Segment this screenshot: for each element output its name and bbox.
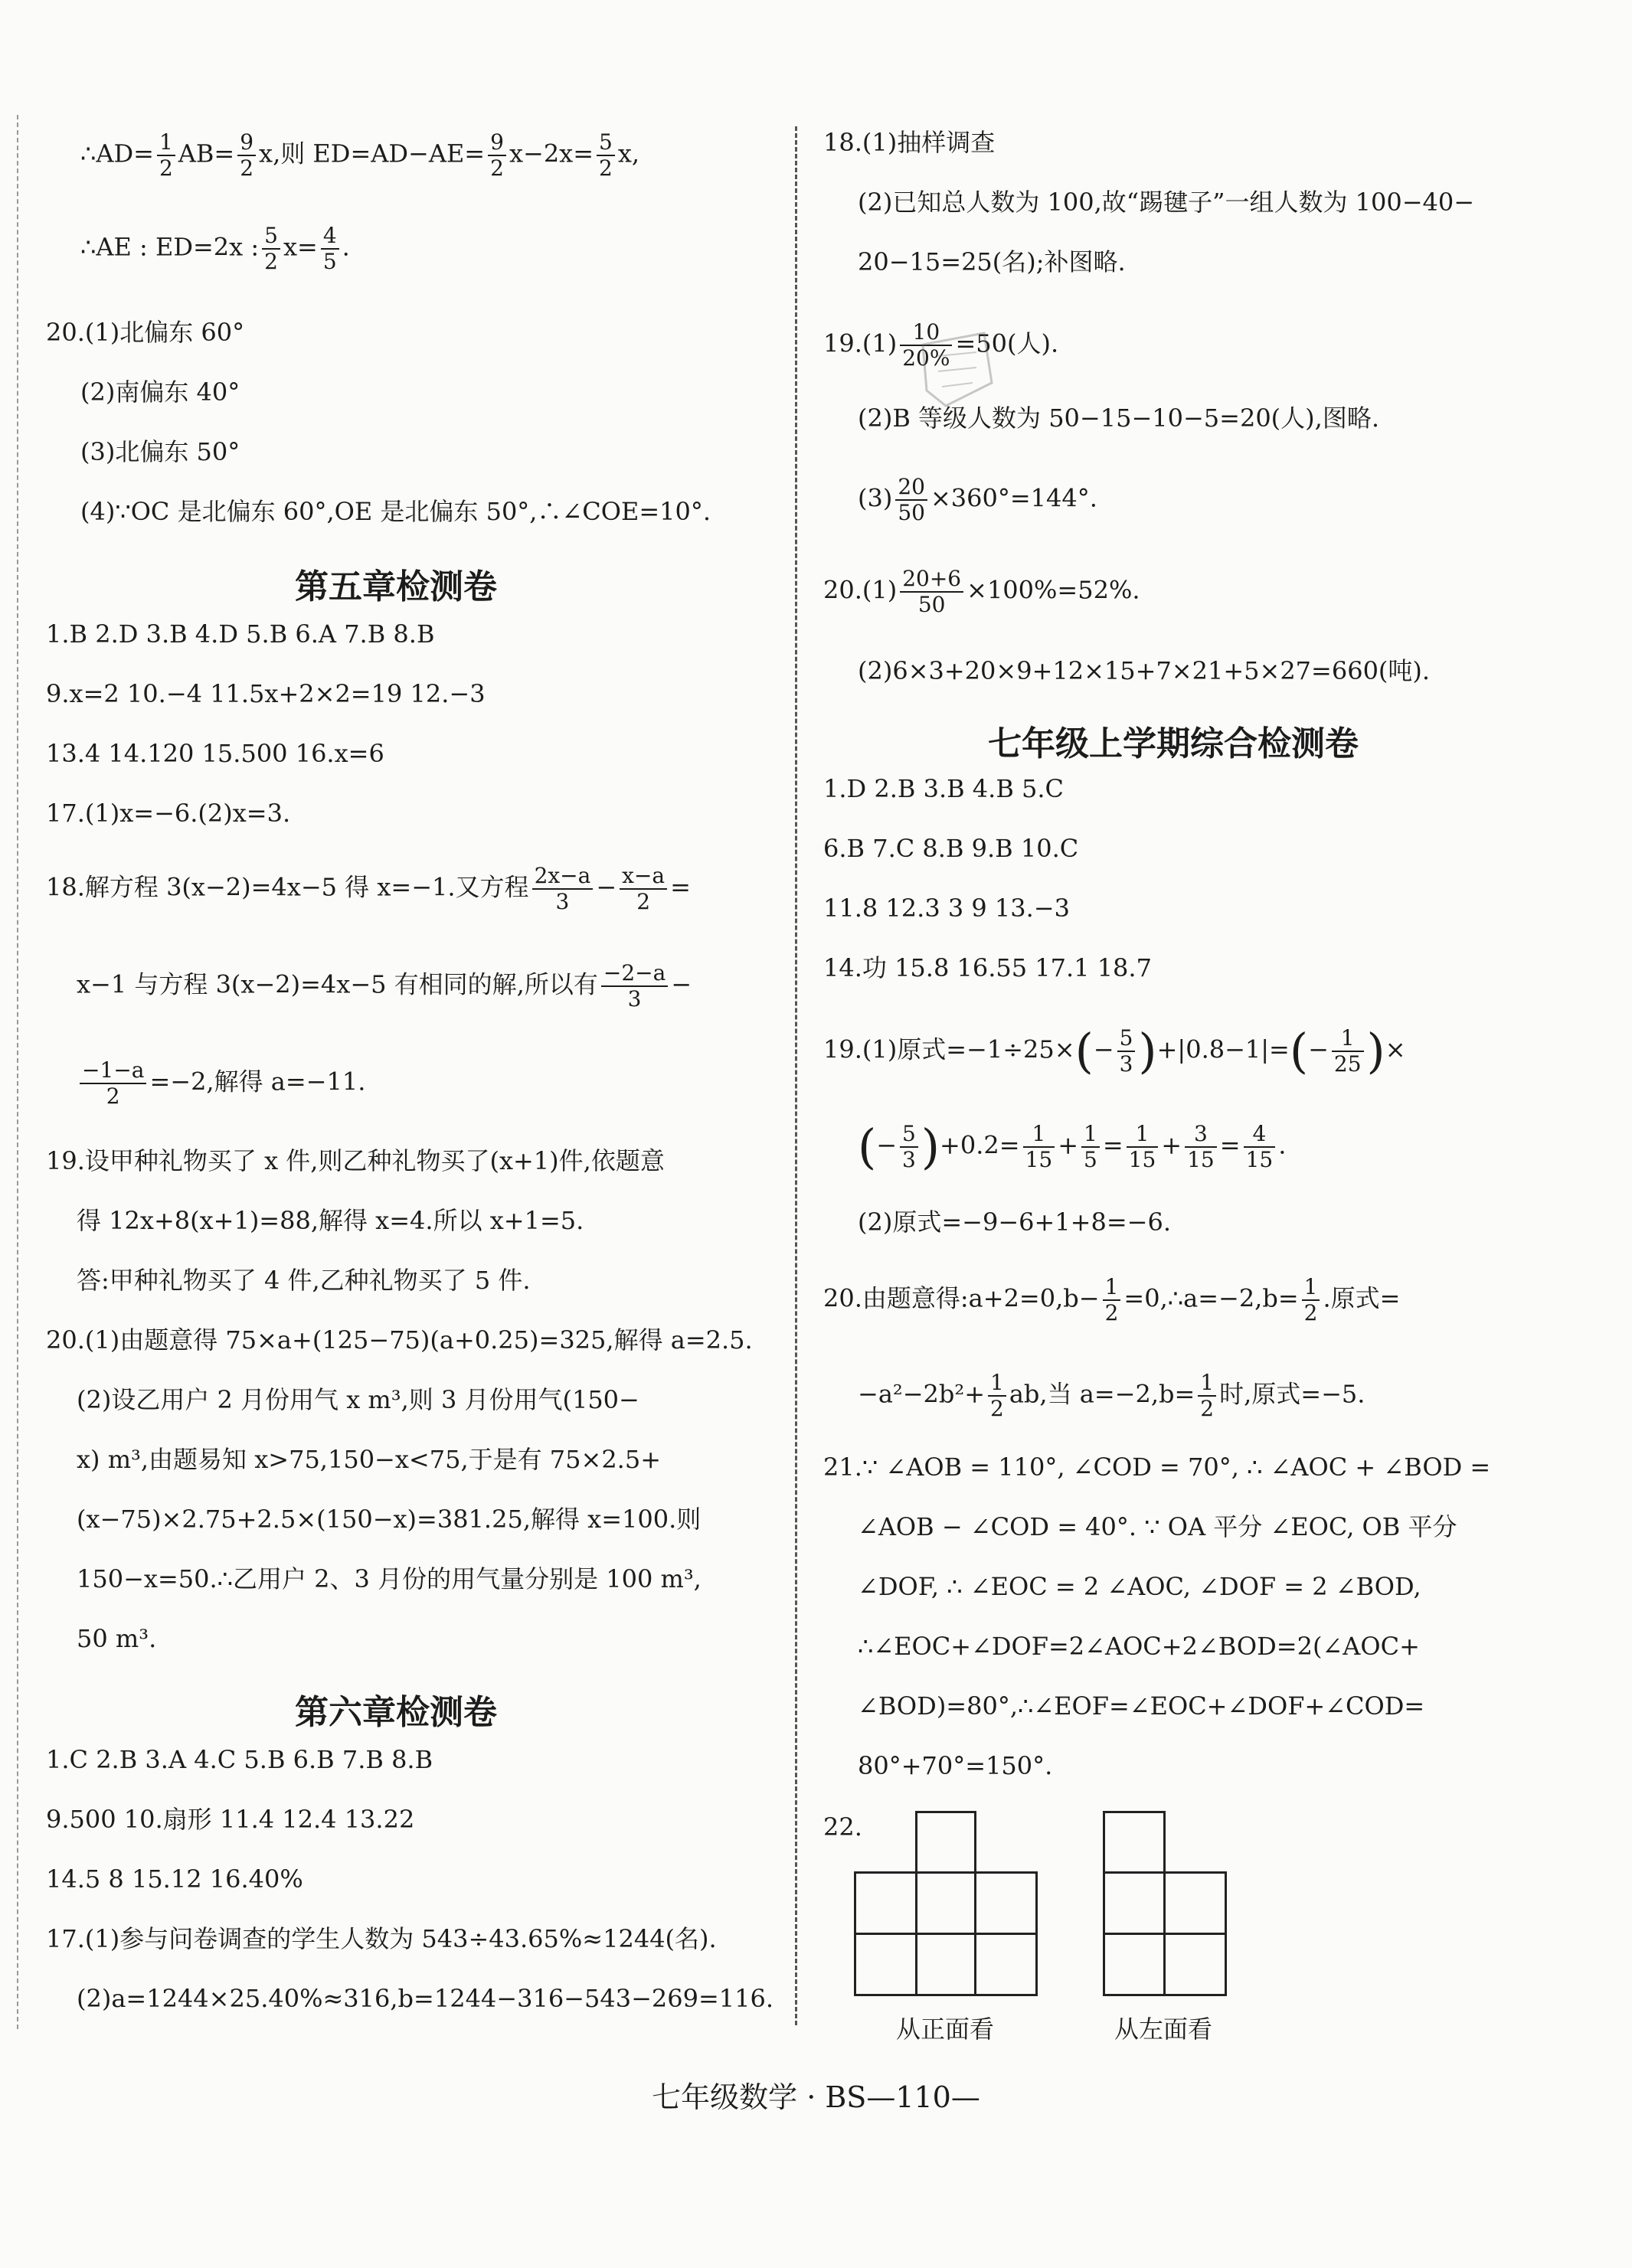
fraction: $\frac{10}{20\%}$ — [900, 320, 952, 371]
q20-part4: (4)∵OC 是北偏东 60°,OE 是北偏东 50°,∴∠COE=10°. — [80, 497, 711, 526]
left-cell — [1163, 1933, 1227, 1996]
final-q19-line2: (− $\frac{5}{3}$ )+0.2= $\frac{1}{15}$ + $\frac{1}{5}$ = $\frac{1}{15}$ + $\frac{3}{15}$ = $\frac{4}{15}$ . — [858, 1119, 1287, 1175]
fraction: $\frac{9}{2}$ — [488, 130, 506, 181]
left-binding-line — [17, 115, 18, 2029]
ch5-q20-line3: x) m³,由题易知 x>75,150−x<75,于是有 75×2.5+ — [77, 1445, 662, 1474]
ch6-answers-3: 14.5 8 15.12 16.40% — [46, 1864, 303, 1894]
ch6-q17-line1: 17.(1)参与问卷调查的学生人数为 543÷43.65%≈1244(名). — [46, 1924, 717, 1953]
front-cell — [915, 1933, 976, 1996]
ch6-answers-2: 9.500 10.扇形 11.4 12.4 13.22 — [46, 1805, 415, 1834]
final-q20-line2: −a²−2b²+ $\frac{1}{2}$ ab,当 a=−2,b= $\frac{1}{2}$ 时,原式=−5. — [858, 1370, 1365, 1422]
final-q22-label: 22. — [823, 1812, 862, 1842]
fraction: $\frac{5}{3}$ — [900, 1122, 918, 1172]
final-answers-4: 14.功 15.8 16.55 17.1 18.7 — [823, 953, 1152, 982]
left-cell — [1103, 1933, 1166, 1996]
final-q19-line1: 19.(1)原式=−1÷25×(− $\frac{5}{3}$ )+|0.8−1|=(− $\frac{1}{25}$ )× — [823, 1023, 1406, 1080]
ch5-q18-line2: x−1 与方程 3(x−2)=4x−5 有相同的解,所以有 $\frac{-2-a}{3}$ − — [77, 960, 692, 1012]
ch5-q18-line1: 18.解方程 3(x−2)=4x−5 得 x=−1.又方程 $\frac{2x-a}{3}$ − $\frac{x-a}{2}$ = — [46, 863, 691, 915]
final-q21-line1: 21.∵ ∠AOB = 110°, ∠COD = 70°, ∴ ∠AOC + ∠BOD = — [823, 1453, 1491, 1482]
ch5-q20-line4: (x−75)×2.75+2.5×(150−x)=381.25,解得 x=100.则 — [77, 1505, 702, 1534]
left-cell — [1103, 1811, 1166, 1874]
fraction: $\frac{20+6}{50}$ — [900, 567, 963, 617]
final-q21-line2: ∠AOB − ∠COD = 40°. ∵ OA 平分 ∠EOC, OB 平分 — [858, 1512, 1457, 1541]
ch5-q19-line2: 得 12x+8(x+1)=88,解得 x=4.所以 x+1=5. — [77, 1206, 584, 1235]
fraction: $\frac{1}{2}$ — [157, 130, 175, 181]
left-line-1: ∴AD= $\frac{1}{2}$ AB= $\frac{9}{2}$ x,则 ED=AD−AE= $\frac{9}{2}$ x−2x= $\frac{5}{2}$ x, — [80, 129, 640, 181]
ch5-answers-2: 9.x=2 10.−4 11.5x+2×2=19 12.−3 — [46, 679, 486, 708]
r-q20-line1: 20.(1) $\frac{20+6}{50}$ ×100%=52%. — [823, 566, 1140, 618]
ch5-q20-line2: (2)设乙用户 2 月份用气 x m³,则 3 月份用气(150− — [77, 1385, 639, 1414]
fraction: $\frac{2x-a}{3}$ — [532, 864, 594, 914]
fraction: $\frac{5}{2}$ — [597, 130, 615, 181]
fraction: $\frac{9}{2}$ — [237, 130, 256, 181]
r-q19-line3: (3) $\frac{20}{50}$ ×360°=144°. — [858, 474, 1097, 526]
front-cell — [854, 1871, 917, 1935]
final-answers-3: 11.8 12.3 3 9 13.−3 — [823, 894, 1070, 923]
ch5-q20-line5: 150−x=50.∴乙用户 2、3 月份的用气量分别是 100 m³, — [77, 1564, 702, 1593]
ch5-answers-4: 17.(1)x=−6.(2)x=3. — [46, 799, 291, 828]
chapter5-title: 第五章检测卷 — [295, 567, 497, 606]
fraction: $\frac{1}{5}$ — [1081, 1122, 1100, 1172]
front-cell — [974, 1933, 1038, 1996]
left-cell — [1103, 1871, 1166, 1935]
q20-part3: (3)北偏东 50° — [80, 437, 240, 466]
final-q21-line4: ∴∠EOC+∠DOF=2∠AOC+2∠BOD=2(∠AOC+ — [858, 1632, 1420, 1661]
final-q21-line5: ∠BOD)=80°,∴∠EOF=∠EOC+∠DOF+∠COD= — [858, 1691, 1425, 1721]
front-view-caption: 从正面看 — [896, 2015, 995, 2044]
fraction: $\frac{1}{2}$ — [988, 1371, 1006, 1421]
front-view-figure — [854, 1811, 1038, 1998]
column-divider — [795, 126, 797, 2025]
fraction: $\frac{4}{15}$ — [1244, 1122, 1276, 1172]
fraction: $\frac{5}{2}$ — [262, 224, 280, 274]
r-q19-line1: 19.(1) $\frac{10}{20\%}$ =50(人). — [823, 319, 1059, 371]
fraction: $\frac{-1-a}{2}$ — [80, 1058, 146, 1109]
final-q19-line3: (2)原式=−9−6+1+8=−6. — [858, 1208, 1171, 1237]
fraction: $\frac{1}{25}$ — [1332, 1026, 1364, 1077]
fraction: $\frac{1}{2}$ — [1302, 1275, 1320, 1325]
fraction: $\frac{3}{15}$ — [1185, 1122, 1217, 1172]
r-q19-line2: (2)B 等级人数为 50−15−10−5=20(人),图略. — [858, 404, 1379, 433]
final-answers-1: 1.D 2.B 3.B 4.B 5.C — [823, 774, 1065, 803]
ch6-q17-line2: (2)a=1244×25.40%≈316,b=1244−316−543−269=116. — [77, 1984, 774, 2013]
r-q18-line1: 18.(1)抽样调查 — [823, 128, 996, 157]
ch5-answers-3: 13.4 14.120 15.500 16.x=6 — [46, 739, 384, 768]
fraction: $\frac{5}{3}$ — [1117, 1026, 1136, 1077]
final-q20-line1: 20.由题意得:a+2=0,b− $\frac{1}{2}$ =0,∴a=−2,b= $\frac{1}{2}$ .原式= — [823, 1274, 1401, 1326]
front-cell — [974, 1871, 1038, 1935]
ch5-q20-line1: 20.(1)由题意得 75×a+(125−75)(a+0.25)=325,解得 a=2.5. — [46, 1325, 753, 1355]
ch5-q19-line3: 答:甲种礼物买了 4 件,乙种礼物买了 5 件. — [77, 1266, 531, 1295]
page-footer: 七年级数学 · BS—110— — [652, 2080, 980, 2114]
left-view-caption: 从左面看 — [1114, 2015, 1213, 2044]
fraction: $\frac{1}{15}$ — [1023, 1122, 1055, 1172]
q20-part1: 20.(1)北偏东 60° — [46, 318, 245, 347]
fraction: $\frac{4}{5}$ — [321, 224, 339, 274]
fraction: $\frac{1}{15}$ — [1127, 1122, 1159, 1172]
ch5-q18-line3: $\frac{-1-a}{2}$ =−2,解得 a=−11. — [77, 1058, 365, 1109]
r-q18-line3: 20−15=25(名);补图略. — [858, 247, 1126, 276]
left-cell — [1163, 1871, 1227, 1935]
fraction: $\frac{20}{50}$ — [895, 475, 927, 525]
ch5-q20-line6: 50 m³. — [77, 1624, 157, 1653]
q20-part2: (2)南偏东 40° — [80, 377, 240, 407]
fraction: $\frac{1}{2}$ — [1198, 1371, 1216, 1421]
r-q20-line2: (2)6×3+20×9+12×15+7×21+5×27=660(吨). — [858, 656, 1431, 685]
ch6-answers-1: 1.C 2.B 3.A 4.C 5.B 6.B 7.B 8.B — [46, 1745, 433, 1774]
front-cell — [915, 1871, 976, 1935]
fraction: $\frac{x-a}{2}$ — [620, 864, 667, 914]
front-cell — [915, 1811, 976, 1874]
left-view-figure — [1103, 1811, 1227, 1998]
chapter6-title: 第六章检测卷 — [295, 1693, 497, 1732]
r-q18-line2: (2)已知总人数为 100,故“踢毽子”一组人数为 100−40− — [858, 188, 1475, 217]
ch5-q19-line1: 19.设甲种礼物买了 x 件,则乙种礼物买了(x+1)件,依题意 — [46, 1146, 665, 1175]
ch5-answers-1: 1.B 2.D 3.B 4.D 5.B 6.A 7.B 8.B — [46, 619, 435, 649]
fraction: $\frac{1}{2}$ — [1103, 1275, 1121, 1325]
final-q21-line3: ∠DOF, ∴ ∠EOC = 2 ∠AOC, ∠DOF = 2 ∠BOD, — [858, 1572, 1421, 1601]
left-line-2: ∴AE : ED=2x : $\frac{5}{2}$ x= $\frac{4}{5}$ . — [80, 223, 350, 275]
fraction: $\frac{-2-a}{3}$ — [601, 961, 668, 1011]
final-answers-2: 6.B 7.C 8.B 9.B 10.C — [823, 834, 1079, 863]
final-exam-title: 七年级上学期综合检测卷 — [988, 724, 1359, 763]
final-q21-line6: 80°+70°=150°. — [858, 1751, 1053, 1780]
front-cell — [854, 1933, 917, 1996]
stamp-icon — [915, 329, 999, 410]
